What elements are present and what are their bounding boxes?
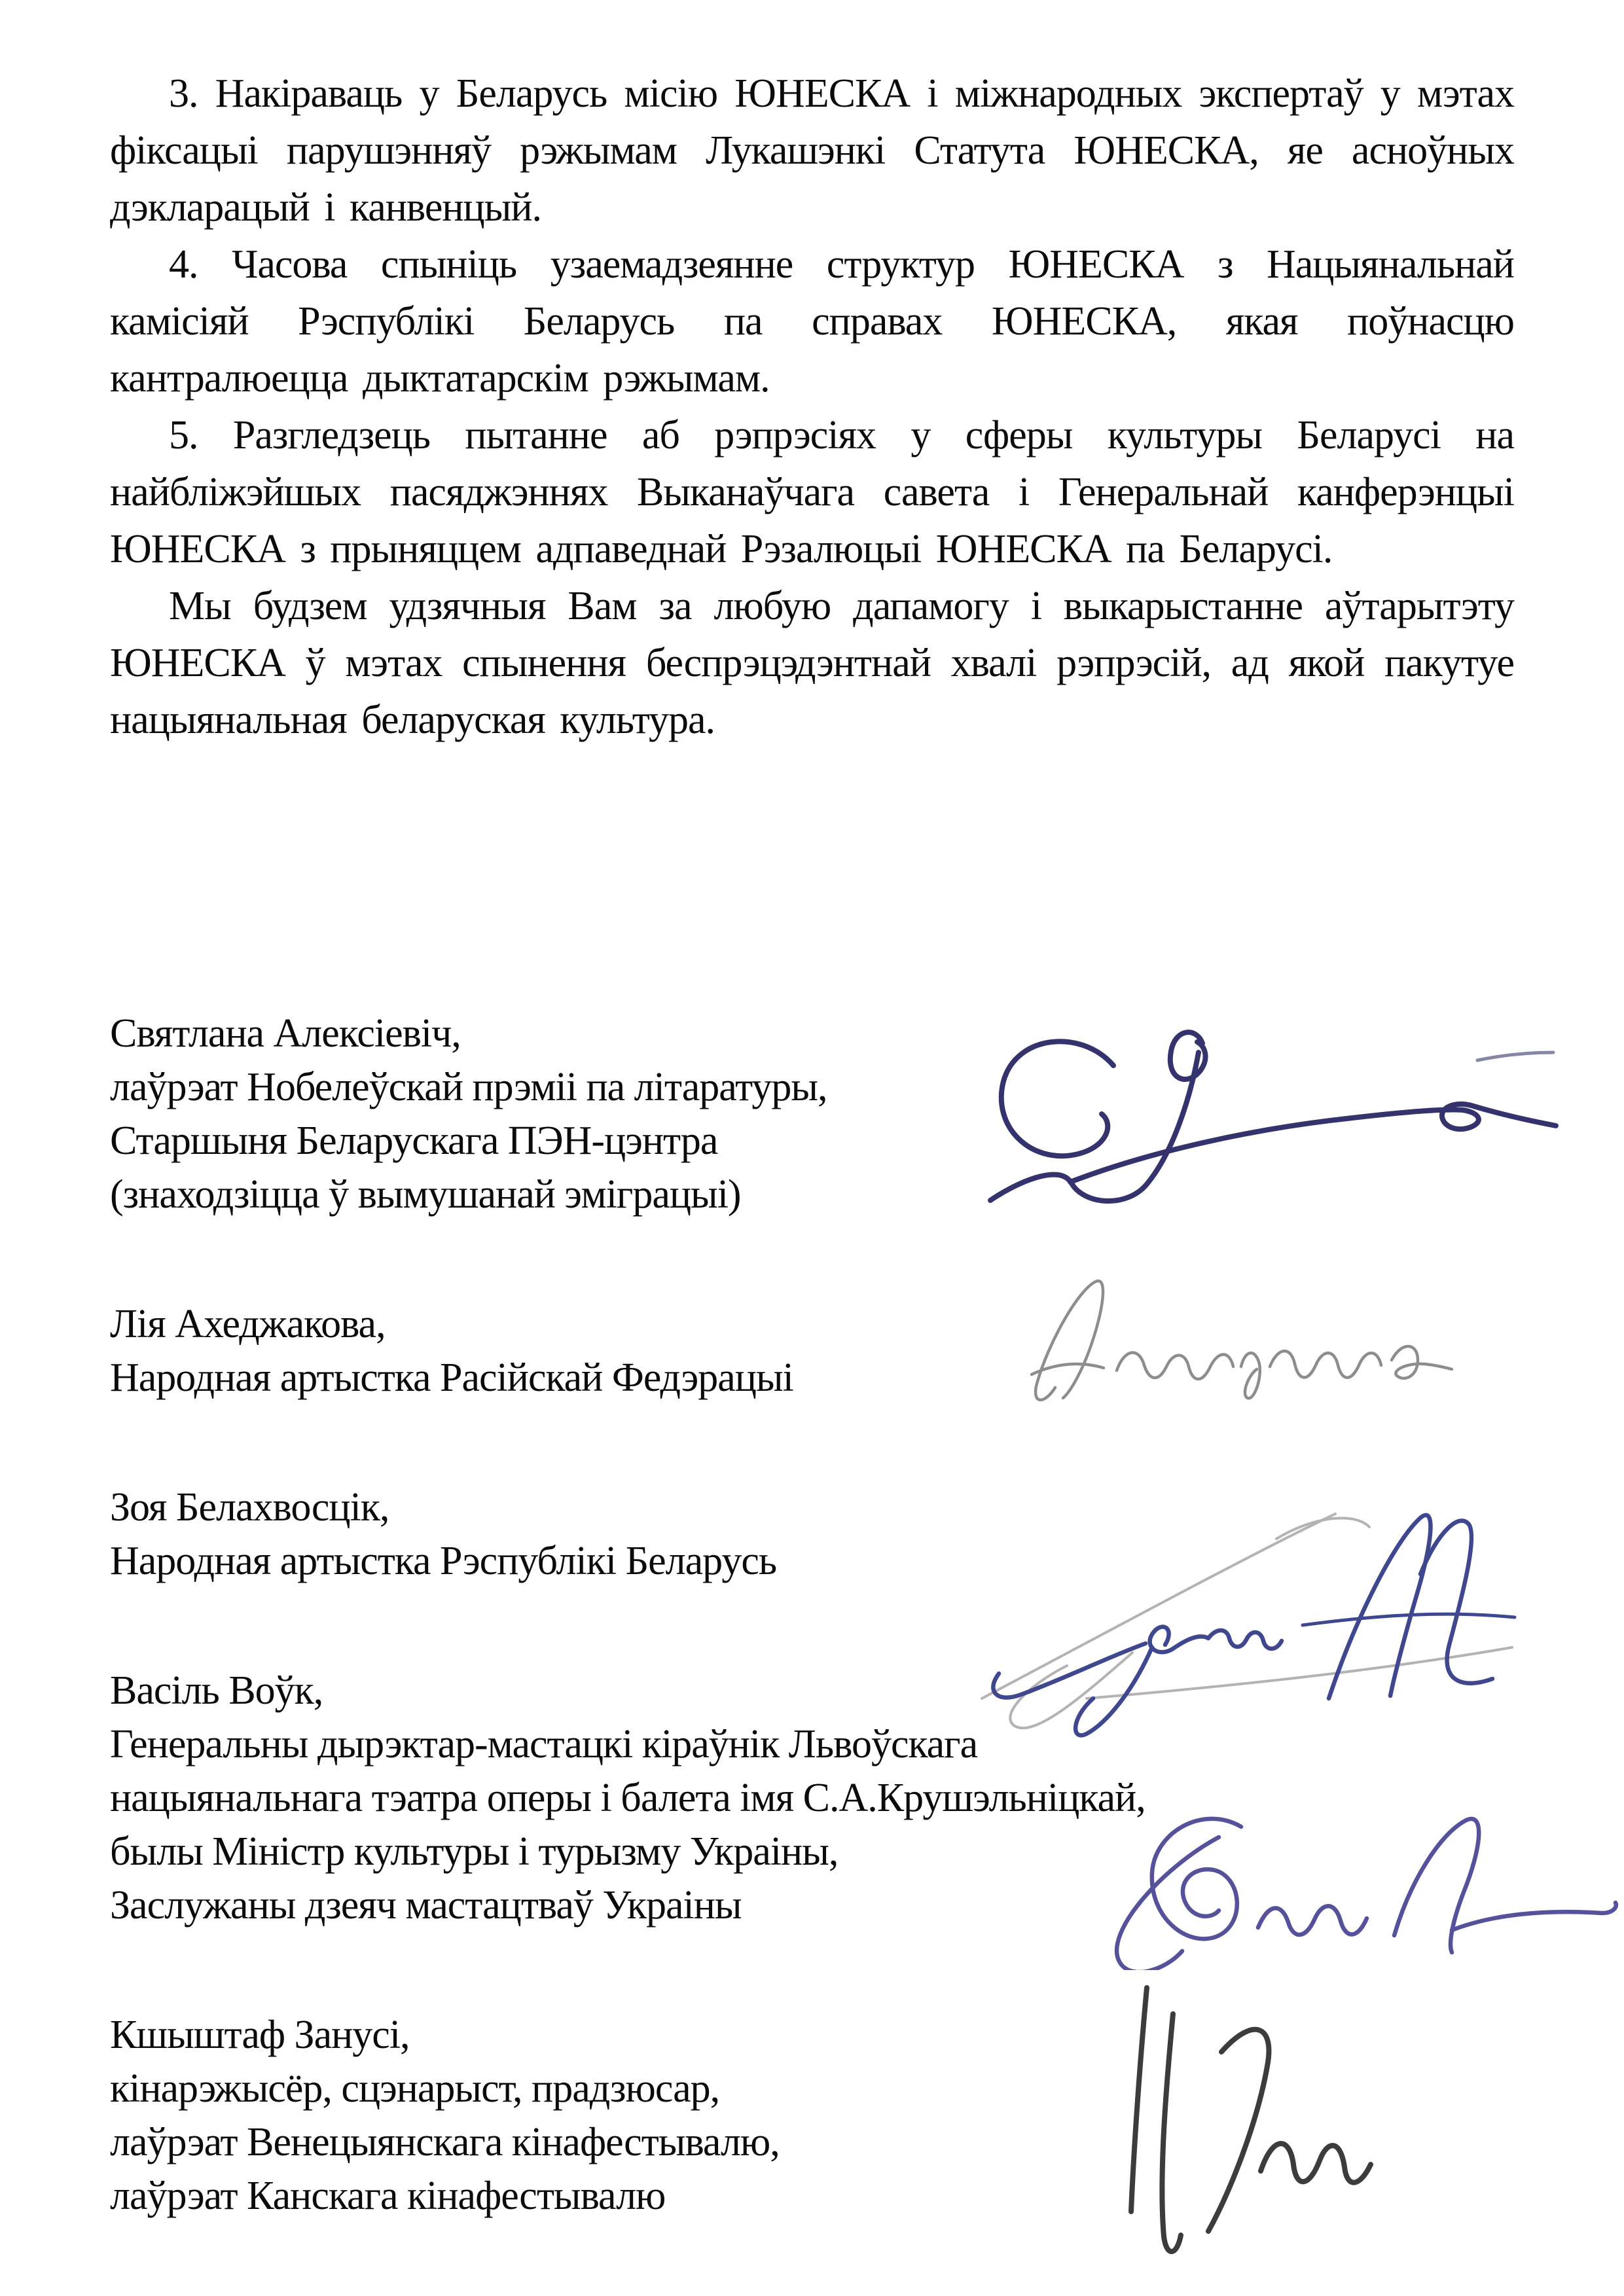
paragraph-closing: Мы будзем удзячныя Вам за любую дапамогу і выкарыстанне аўтарытэту ЮНЕСКА ў мэтах спынення беспрэцэдэнтнай хвалі рэпрэсій, ад якой пакутуе нацыянальная беларуская культура. (110, 584, 1514, 742)
signatory-block-akhedzhakova (110, 1297, 1092, 1405)
signatory-title: лаўрэат Венецыянскага кінафестывалю, (110, 2120, 780, 2164)
paragraph-3: 3. Накіраваць у Беларусь місію ЮНЕСКА і міжнародных экспертаў у мэтах фіксацыі парушэнняў рэжымам Лукашэнкі Статута ЮНЕСКА, яе асноўных дэкларацый і канвенцый. (110, 71, 1514, 230)
signatory-title: Заслужаны дзеяч мастацтваў Украіны (110, 1883, 742, 1928)
signatory-block-vouk (110, 1664, 1146, 1932)
signatory-block-alexievich (110, 1007, 1092, 1221)
signature-zanussi (1074, 1973, 1375, 2281)
signatory-title: былы Міністр культуры і турызму Украіны, (110, 1829, 839, 1874)
signatory-title: нацыянальнага тэатра оперы і балета імя С.А.Крушэльніцкай, (110, 1776, 1146, 1820)
signatory-title: (знаходзіцца ў вымушанай эміграцыі) (110, 1172, 741, 1217)
signatory-title: лаўрэат Канскага кінафестывалю (110, 2174, 666, 2218)
paragraph-4: 4. Часова спыніць узаемадзеянне структур ЮНЕСКА з Нацыянальнай камісіяй Рэспублікі Беларусь па справах ЮНЕСКА, якая поўнасцю кантралюецца дыктатарскім рэжымам. (110, 242, 1514, 401)
signatory-title: Народная артыстка Расійскай Федэрацыі (110, 1355, 793, 1400)
signatory-title: кінарэжысёр, сцэнарыст, прадзюсар, (110, 2066, 720, 2111)
signatory-name: Лія Ахеджакова, (110, 1302, 386, 1346)
signatory-title: Старшыня Беларускага ПЭН-цэнтра (110, 1119, 718, 1163)
signatory-name: Васіль Воўк, (110, 1668, 323, 1713)
signatory-name: Святлана Алексіевіч, (110, 1011, 461, 1056)
signatories-section (110, 1007, 1146, 2296)
signatory-name: Зоя Белахвосцік, (110, 1485, 389, 1530)
signatory-title: лаўрэат Нобелеўскай прэміі па літаратуры, (110, 1065, 827, 1109)
signatory-block-belakhvostsik (110, 1480, 1092, 1588)
signatory-name: Кшыштаф Занусі, (110, 2013, 410, 2057)
signatory-title: Генеральны дырэктар-мастацкі кіраўнік Львоўскага (110, 1722, 978, 1767)
signatory-block-zanussi (110, 2008, 1092, 2223)
paragraph-5: 5. Разгледзець пытанне аб рэпрэсіях у сферы культуры Беларусі на найбліжэйшых пасяджэннях Выканаўчага савета і Генеральнай канферэнцыі ЮНЕСКА з прыняццем адпаведнай Рэзалюцыі ЮНЕСКА па Беларусі. (110, 413, 1514, 571)
signature-vouk (1047, 1797, 1623, 1970)
letter-body (110, 65, 1514, 749)
signatory-title: Народная артыстка Рэспублікі Беларусь (110, 1539, 777, 1583)
